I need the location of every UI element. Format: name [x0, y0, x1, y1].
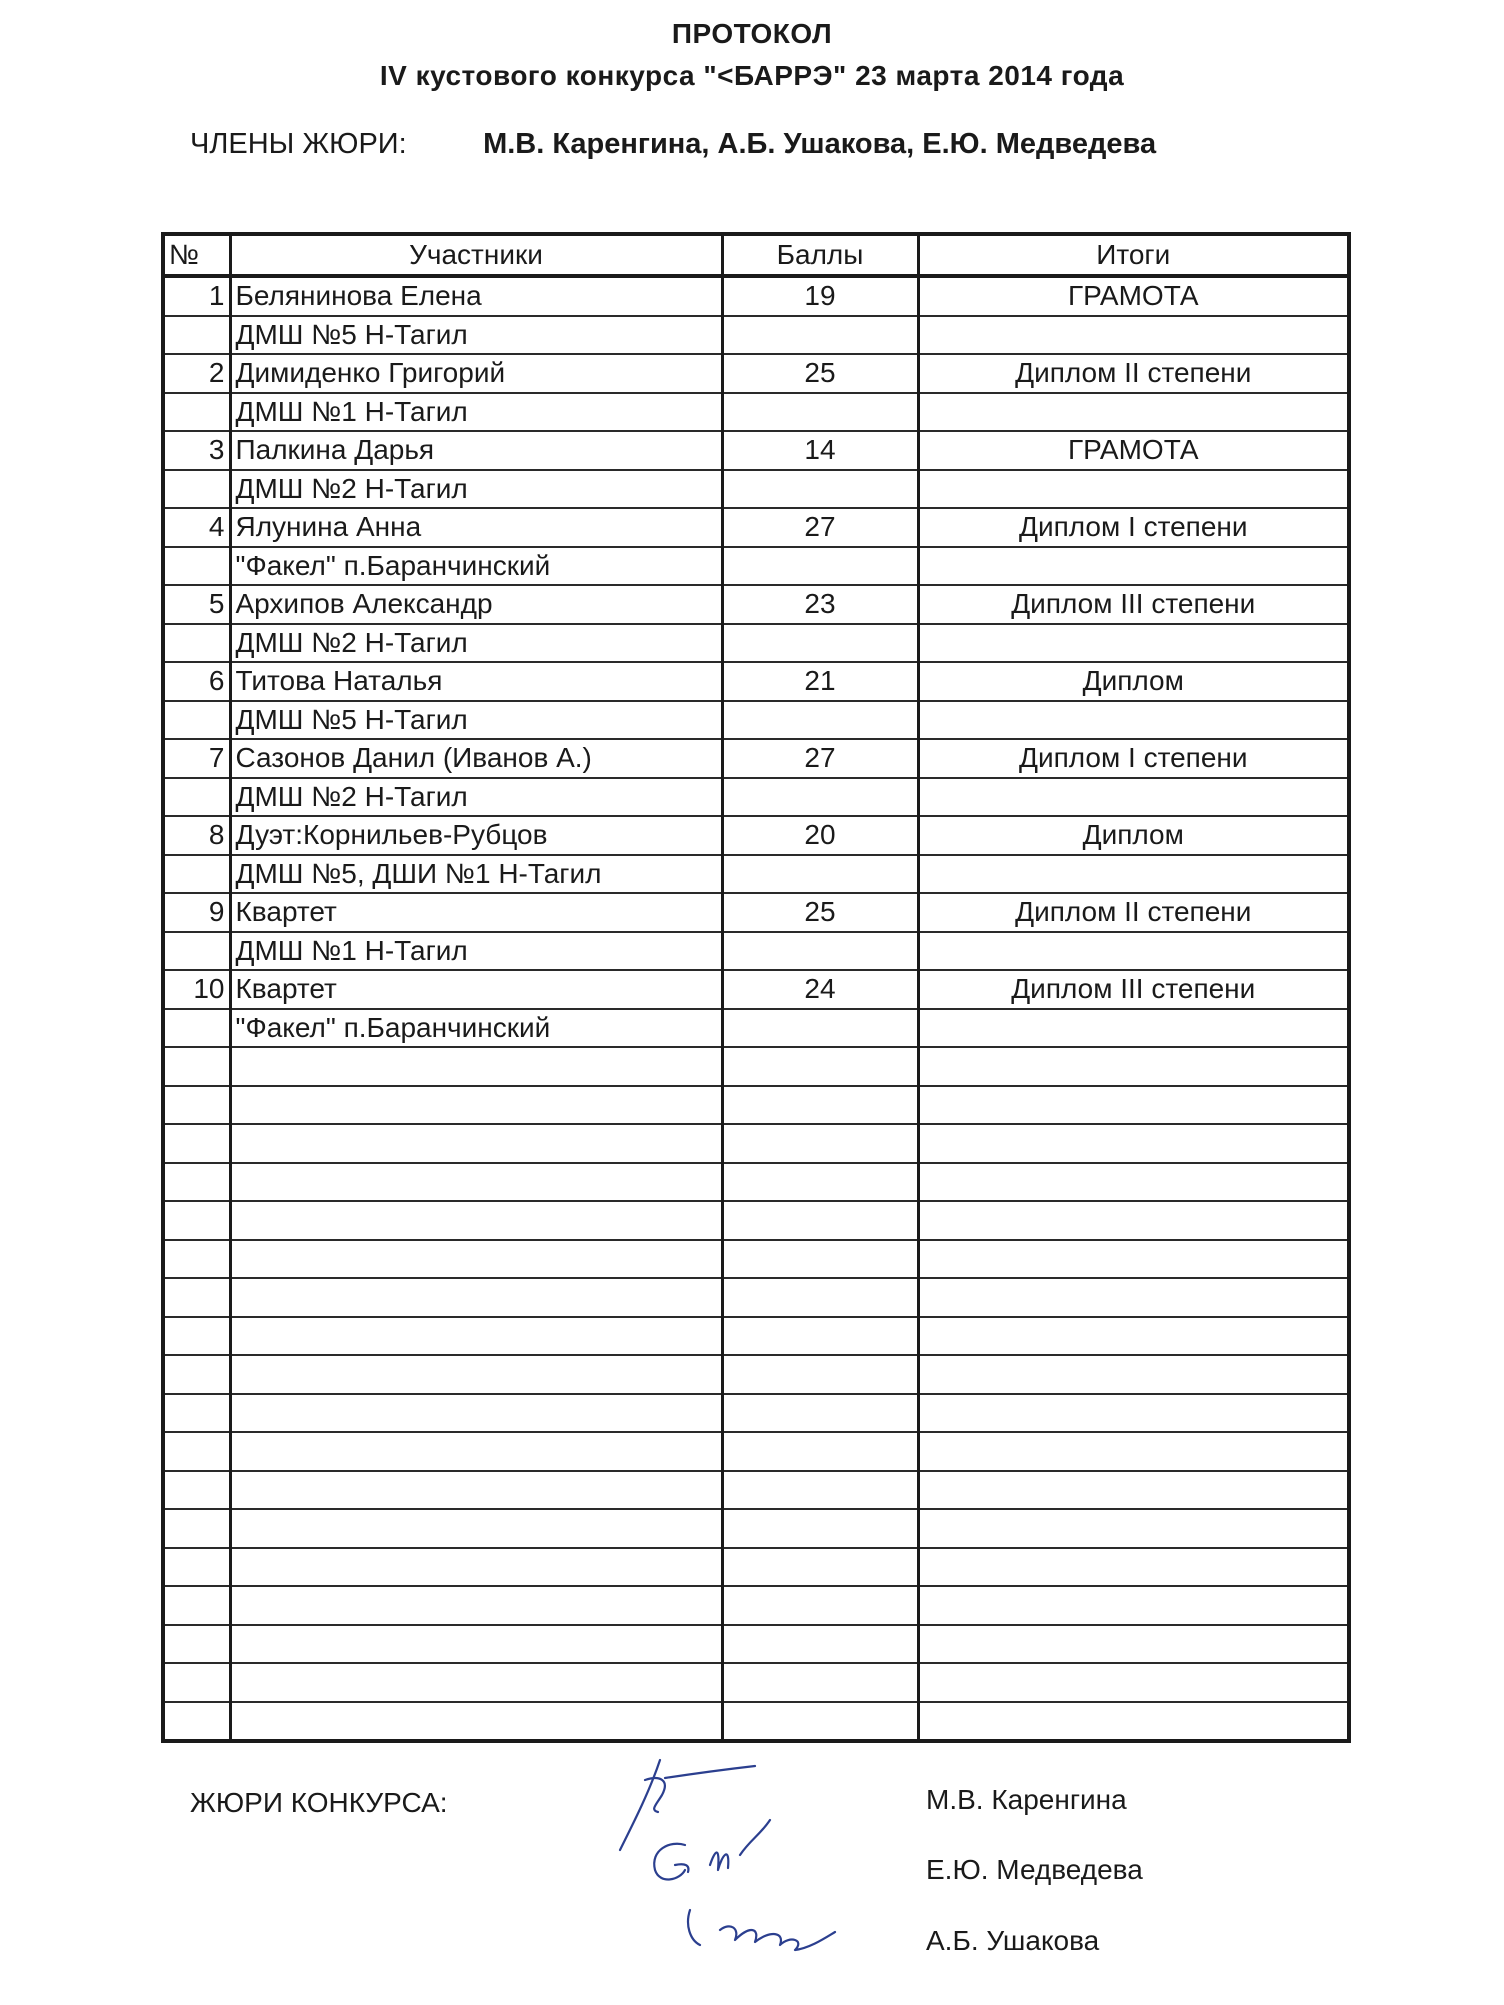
- signatory-name: Е.Ю. Медведева: [926, 1854, 1143, 1885]
- empty-cell: [918, 1625, 1349, 1664]
- table-row: [163, 354, 1349, 393]
- result-cell: Диплом III степени: [918, 585, 1349, 624]
- result-cell: ГРАМОТА: [918, 276, 1349, 316]
- empty-cell: [163, 855, 230, 894]
- empty-cell: [918, 1471, 1349, 1510]
- empty-cell: [918, 701, 1349, 740]
- entry-number: 8: [163, 816, 230, 855]
- empty-cell: [722, 1317, 918, 1356]
- empty-cell: [230, 1432, 722, 1471]
- participant-school: ДМШ №2 Н-Тагил: [230, 778, 722, 817]
- document-subtitle: IV кустового конкурса "<БАРРЭ" 23 марта 2014 года: [379, 60, 1125, 91]
- entry-number: 5: [163, 585, 230, 624]
- empty-cell: [163, 1163, 230, 1202]
- table-row: [163, 316, 1349, 355]
- empty-cell: [722, 1432, 918, 1471]
- signatory-name: А.Б. Ушакова: [926, 1925, 1100, 1956]
- table-row: [163, 739, 1349, 778]
- empty-row: [163, 1047, 1349, 1086]
- table-header-row: [163, 234, 1349, 276]
- empty-cell: [722, 624, 918, 663]
- empty-row: [163, 1471, 1349, 1510]
- empty-cell: [163, 393, 230, 432]
- empty-cell: [163, 1317, 230, 1356]
- empty-cell: [163, 1509, 230, 1548]
- empty-cell: [722, 1047, 918, 1086]
- result-cell: Диплом II степени: [918, 354, 1349, 393]
- empty-cell: [918, 1278, 1349, 1317]
- entry-number: 3: [163, 431, 230, 470]
- empty-cell: [163, 1047, 230, 1086]
- empty-cell: [722, 1586, 918, 1625]
- empty-cell: [722, 1278, 918, 1317]
- empty-row: [163, 1394, 1349, 1433]
- empty-cell: [163, 1278, 230, 1317]
- table-row: [163, 276, 1349, 316]
- score-cell: 25: [722, 354, 918, 393]
- empty-cell: [230, 1240, 722, 1279]
- participant-school: ДМШ №1 Н-Тагил: [230, 393, 722, 432]
- empty-cell: [230, 1317, 722, 1356]
- empty-cell: [163, 316, 230, 355]
- participant-name: Димиденко Григорий: [230, 354, 722, 393]
- empty-cell: [163, 1702, 230, 1742]
- empty-cell: [230, 1548, 722, 1587]
- empty-cell: [918, 1394, 1349, 1433]
- empty-row: [163, 1201, 1349, 1240]
- score-cell: 21: [722, 662, 918, 701]
- table-row: [163, 893, 1349, 932]
- empty-cell: [722, 1548, 918, 1587]
- empty-cell: [722, 855, 918, 894]
- empty-cell: [163, 1240, 230, 1279]
- table-row: [163, 470, 1349, 509]
- entry-number: 2: [163, 354, 230, 393]
- entry-number: 4: [163, 508, 230, 547]
- empty-cell: [230, 1086, 722, 1125]
- empty-cell: [163, 1124, 230, 1163]
- empty-cell: [230, 1163, 722, 1202]
- empty-cell: [918, 1317, 1349, 1356]
- score-cell: 25: [722, 893, 918, 932]
- participant-name: Белянинова Елена: [230, 276, 722, 316]
- participant-school: ДМШ №5 Н-Тагил: [230, 316, 722, 355]
- participant-name: Ялунина Анна: [230, 508, 722, 547]
- empty-cell: [918, 1240, 1349, 1279]
- empty-cell: [918, 1047, 1349, 1086]
- empty-row: [163, 1625, 1349, 1664]
- empty-cell: [722, 393, 918, 432]
- participant-school: ДМШ №5, ДШИ №1 Н-Тагил: [230, 855, 722, 894]
- score-cell: 27: [722, 739, 918, 778]
- participant-name: Архипов Александр: [230, 585, 722, 624]
- column-header-result: Итоги: [918, 234, 1349, 276]
- empty-row: [163, 1509, 1349, 1548]
- empty-cell: [722, 1394, 918, 1433]
- empty-cell: [722, 1124, 918, 1163]
- empty-cell: [163, 701, 230, 740]
- participant-name: Квартет: [230, 893, 722, 932]
- table-row: [163, 932, 1349, 971]
- participant-school: "Факел" п.Баранчинский: [230, 547, 722, 586]
- empty-cell: [722, 932, 918, 971]
- empty-cell: [918, 1124, 1349, 1163]
- empty-cell: [722, 470, 918, 509]
- empty-cell: [918, 1009, 1349, 1048]
- empty-cell: [163, 1086, 230, 1125]
- empty-cell: [230, 1586, 722, 1625]
- empty-cell: [163, 624, 230, 663]
- empty-cell: [163, 1663, 230, 1702]
- empty-cell: [918, 1702, 1349, 1742]
- signature-image: [590, 1750, 890, 1990]
- empty-row: [163, 1163, 1349, 1202]
- empty-cell: [163, 1548, 230, 1587]
- empty-cell: [918, 624, 1349, 663]
- empty-row: [163, 1548, 1349, 1587]
- document-title: ПРОТОКОЛ: [671, 18, 833, 49]
- empty-cell: [722, 1355, 918, 1394]
- table-row: [163, 855, 1349, 894]
- empty-cell: [230, 1201, 722, 1240]
- score-cell: 27: [722, 508, 918, 547]
- jury-label: ЧЛЕНЫ ЖЮРИ:: [190, 128, 407, 160]
- table-row: [163, 393, 1349, 432]
- empty-cell: [163, 1009, 230, 1048]
- empty-cell: [918, 1355, 1349, 1394]
- entry-number: 9: [163, 893, 230, 932]
- empty-cell: [918, 778, 1349, 817]
- table-row: [163, 970, 1349, 1009]
- empty-cell: [163, 1432, 230, 1471]
- empty-cell: [163, 932, 230, 971]
- empty-cell: [722, 1702, 918, 1742]
- empty-row: [163, 1086, 1349, 1125]
- empty-cell: [918, 1586, 1349, 1625]
- table-row: [163, 431, 1349, 470]
- empty-cell: [230, 1625, 722, 1664]
- empty-cell: [918, 393, 1349, 432]
- score-cell: 19: [722, 276, 918, 316]
- jury-names: М.В. Каренгина, А.Б. Ушакова, Е.Ю. Медведева: [483, 128, 1157, 160]
- table-row: [163, 585, 1349, 624]
- empty-cell: [722, 1163, 918, 1202]
- column-header-participants: Участники: [230, 234, 722, 276]
- empty-cell: [918, 1201, 1349, 1240]
- empty-cell: [722, 778, 918, 817]
- result-cell: Диплом: [918, 816, 1349, 855]
- empty-cell: [722, 1663, 918, 1702]
- result-cell: ГРАМОТА: [918, 431, 1349, 470]
- table-body: [163, 276, 1349, 1741]
- participant-school: "Факел" п.Баранчинский: [230, 1009, 722, 1048]
- empty-cell: [918, 470, 1349, 509]
- column-header-number: №: [163, 234, 230, 276]
- entry-number: 1: [163, 276, 230, 316]
- empty-cell: [230, 1702, 722, 1742]
- empty-row: [163, 1702, 1349, 1742]
- participant-name: Титова Наталья: [230, 662, 722, 701]
- empty-cell: [163, 778, 230, 817]
- empty-cell: [918, 316, 1349, 355]
- participant-school: ДМШ №5 Н-Тагил: [230, 701, 722, 740]
- empty-cell: [918, 855, 1349, 894]
- empty-cell: [230, 1355, 722, 1394]
- empty-cell: [918, 1086, 1349, 1125]
- empty-row: [163, 1432, 1349, 1471]
- score-cell: 14: [722, 431, 918, 470]
- score-cell: 24: [722, 970, 918, 1009]
- empty-cell: [918, 547, 1349, 586]
- result-cell: Диплом II степени: [918, 893, 1349, 932]
- empty-cell: [163, 1201, 230, 1240]
- empty-cell: [918, 932, 1349, 971]
- result-cell: Диплом I степени: [918, 508, 1349, 547]
- empty-cell: [163, 1355, 230, 1394]
- empty-cell: [230, 1471, 722, 1510]
- table-row: [163, 701, 1349, 740]
- signatory-name: М.В. Каренгина: [926, 1784, 1127, 1815]
- participant-school: ДМШ №1 Н-Тагил: [230, 932, 722, 971]
- empty-cell: [722, 1240, 918, 1279]
- empty-row: [163, 1278, 1349, 1317]
- empty-cell: [722, 1201, 918, 1240]
- empty-cell: [230, 1047, 722, 1086]
- empty-cell: [918, 1432, 1349, 1471]
- empty-cell: [722, 1086, 918, 1125]
- entry-number: 10: [163, 970, 230, 1009]
- results-table: [161, 232, 1351, 1743]
- empty-cell: [163, 1586, 230, 1625]
- empty-cell: [230, 1124, 722, 1163]
- entry-number: 7: [163, 739, 230, 778]
- empty-cell: [230, 1394, 722, 1433]
- empty-row: [163, 1317, 1349, 1356]
- score-cell: 23: [722, 585, 918, 624]
- empty-cell: [722, 316, 918, 355]
- empty-cell: [163, 1471, 230, 1510]
- empty-cell: [918, 1663, 1349, 1702]
- entry-number: 6: [163, 662, 230, 701]
- participant-name: Сазонов Данил (Иванов А.): [230, 739, 722, 778]
- empty-row: [163, 1355, 1349, 1394]
- empty-cell: [722, 1471, 918, 1510]
- empty-cell: [918, 1163, 1349, 1202]
- empty-cell: [722, 1009, 918, 1048]
- empty-cell: [918, 1509, 1349, 1548]
- score-cell: 20: [722, 816, 918, 855]
- participant-name: Дуэт:Корнильев-Рубцов: [230, 816, 722, 855]
- empty-cell: [163, 470, 230, 509]
- table-row: [163, 624, 1349, 663]
- participant-school: ДМШ №2 Н-Тагил: [230, 470, 722, 509]
- table-row: [163, 508, 1349, 547]
- empty-cell: [230, 1663, 722, 1702]
- empty-cell: [722, 701, 918, 740]
- jury-footer-label: ЖЮРИ КОНКУРСА:: [190, 1787, 448, 1818]
- empty-row: [163, 1240, 1349, 1279]
- result-cell: Диплом: [918, 662, 1349, 701]
- participant-name: Палкина Дарья: [230, 431, 722, 470]
- participant-school: ДМШ №2 Н-Тагил: [230, 624, 722, 663]
- empty-cell: [722, 1509, 918, 1548]
- empty-row: [163, 1663, 1349, 1702]
- participant-name: Квартет: [230, 970, 722, 1009]
- empty-cell: [163, 547, 230, 586]
- empty-cell: [918, 1548, 1349, 1587]
- empty-cell: [163, 1394, 230, 1433]
- empty-row: [163, 1586, 1349, 1625]
- table-row: [163, 778, 1349, 817]
- empty-row: [163, 1124, 1349, 1163]
- empty-cell: [230, 1509, 722, 1548]
- table-row: [163, 816, 1349, 855]
- result-cell: Диплом III степени: [918, 970, 1349, 1009]
- empty-cell: [722, 1625, 918, 1664]
- table-row: [163, 1009, 1349, 1048]
- result-cell: Диплом I степени: [918, 739, 1349, 778]
- table-row: [163, 662, 1349, 701]
- empty-cell: [163, 1625, 230, 1664]
- column-header-score: Баллы: [722, 234, 918, 276]
- empty-cell: [722, 547, 918, 586]
- jury-line: [190, 128, 1156, 161]
- empty-cell: [230, 1278, 722, 1317]
- table-row: [163, 547, 1349, 586]
